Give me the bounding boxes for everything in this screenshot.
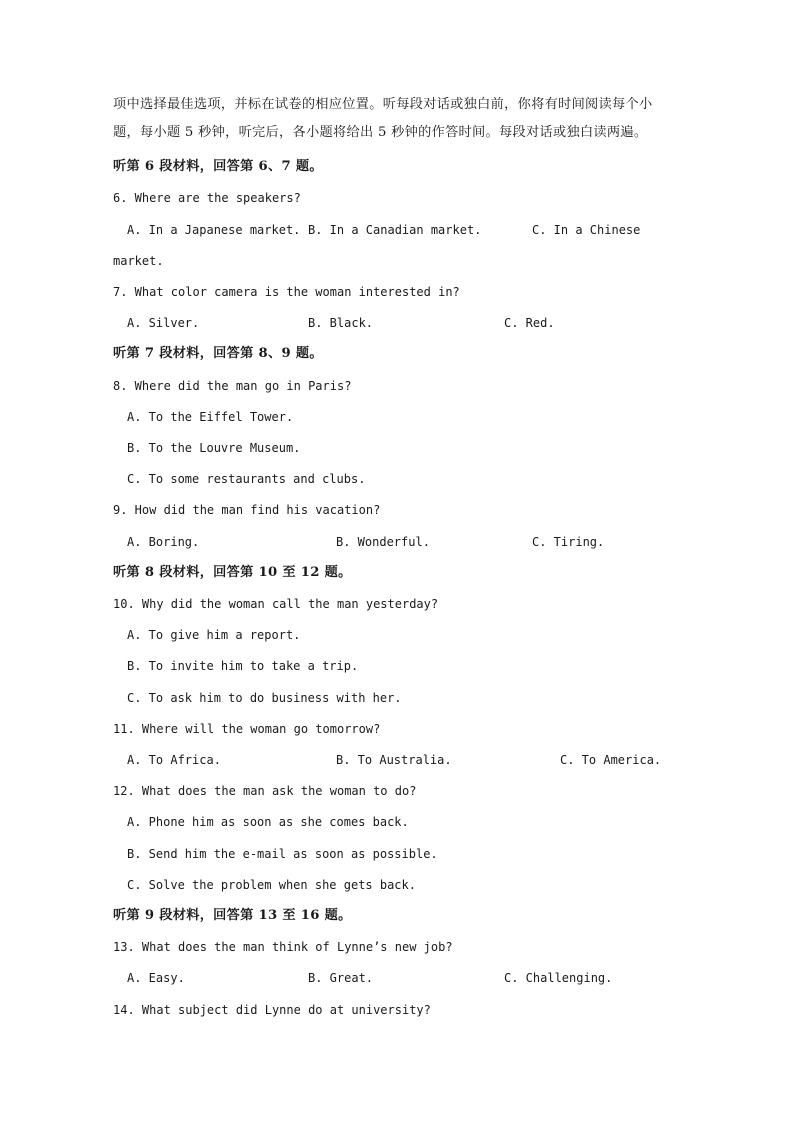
question-10-stem: 10. Why did the woman call the man yesterday? <box>113 597 439 611</box>
question-8-option-c: C. To some restaurants and clubs. <box>127 472 366 486</box>
question-10-option-a: A. To give him a report. <box>127 628 301 642</box>
question-7-option-a: A. Silver. <box>127 316 200 330</box>
intro-line-2: 题，每小题 5 秒钟，听完后，各小题将给出 5 秒钟的作答时间。每段对话或独白读两遍。 <box>113 125 648 140</box>
question-13-option-a: A. Easy. <box>127 971 185 985</box>
section-heading-7: 听第 7 段材料，回答第 8、9 题。 <box>113 346 323 361</box>
question-12-option-a: A. Phone him as soon as she comes back. <box>127 815 409 829</box>
question-9-option-b: B. Wonderful. <box>336 535 430 549</box>
question-11-option-c: C. To America. <box>560 753 662 767</box>
question-9-stem: 9. How did the man find his vacation? <box>113 503 381 517</box>
question-8-option-a: A. To the Eiffel Tower. <box>127 410 294 424</box>
question-10-option-b: B. To invite him to take a trip. <box>127 659 359 673</box>
question-13-option-b: B. Great. <box>308 971 374 985</box>
question-11-option-b: B. To Australia. <box>336 753 452 767</box>
section-heading-6: 听第 6 段材料，回答第 6、7 题。 <box>113 159 323 174</box>
question-13-option-c: C. Challenging. <box>504 971 613 985</box>
intro-line-1: 项中选择最佳选项，并标在试卷的相应位置。听每段对话或独白前，你将有时间阅读每个小 <box>113 97 653 112</box>
question-12-option-b: B. Send him the e-mail as soon as possible. <box>127 847 438 861</box>
question-10-option-c: C. To ask him to do business with her. <box>127 691 402 705</box>
question-13-stem: 13. What does the man think of Lynne’s new job? <box>113 940 453 954</box>
question-7-stem: 7. What color camera is the woman interested in? <box>113 285 460 299</box>
question-8-option-b: B. To the Louvre Museum. <box>127 441 301 455</box>
question-6-stem: 6. Where are the speakers? <box>113 191 301 205</box>
question-8-stem: 8. Where did the man go in Paris? <box>113 379 352 393</box>
question-12-stem: 12. What does the man ask the woman to do? <box>113 784 417 798</box>
question-6-option-b: B. In a Canadian market. <box>308 223 482 237</box>
question-11-stem: 11. Where will the woman go tomorrow? <box>113 722 381 736</box>
section-heading-9: 听第 9 段材料，回答第 13 至 16 题。 <box>113 908 352 923</box>
question-14-stem: 14. What subject did Lynne do at university? <box>113 1003 431 1017</box>
question-11-option-a: A. To Africa. <box>127 753 221 767</box>
question-6-option-c: C. In a Chinese <box>532 223 641 237</box>
question-7-option-c: C. Red. <box>504 316 555 330</box>
section-heading-8: 听第 8 段材料，回答第 10 至 12 题。 <box>113 565 352 580</box>
question-6-option-a: A. In a Japanese market. <box>127 223 301 237</box>
question-6-option-c-continued: market. <box>113 254 164 268</box>
question-7-option-b: B. Black. <box>308 316 374 330</box>
question-9-option-c: C. Tiring. <box>532 535 605 549</box>
question-12-option-c: C. Solve the problem when she gets back. <box>127 878 416 892</box>
question-9-option-a: A. Boring. <box>127 535 200 549</box>
